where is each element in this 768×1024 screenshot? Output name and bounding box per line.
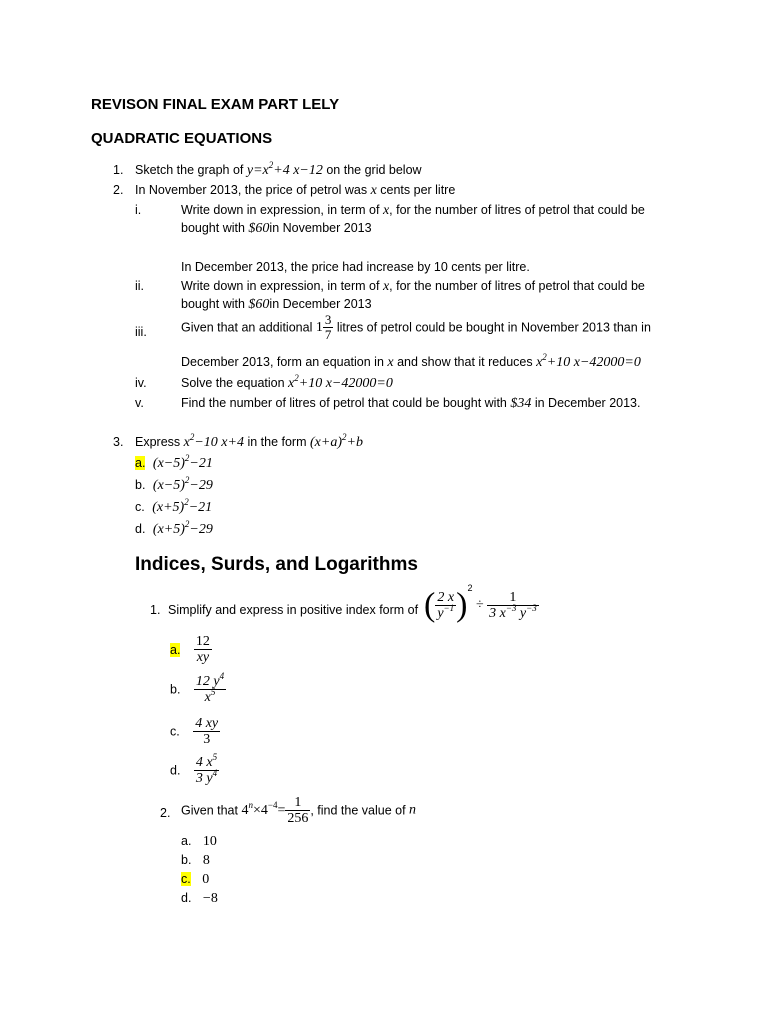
section-heading-quadratic: QUADRATIC EQUATIONS: [91, 130, 273, 147]
q2-mid-text: In December 2013, the price had increase by 10 cents per litre.: [181, 260, 530, 274]
s2-q1-number: 1.: [150, 603, 161, 617]
q2-v-number: v.: [135, 396, 144, 410]
q2-number: 2.: [113, 183, 124, 197]
s2-q2-option-b[interactable]: b. 8: [181, 853, 210, 868]
s2-q2-text: Given that $4^n\times 4^{-4}=$ $\frac{1}{256}$ , find the value of n: [181, 795, 417, 826]
q2-ii-line2: bought with $60in December 2013: [181, 297, 372, 312]
q3-option-b[interactable]: b. $(x-5)^2-29$: [135, 475, 213, 493]
q3-number: 3.: [113, 435, 124, 449]
q2-i-number: i.: [135, 203, 142, 217]
s2-q1-option-b[interactable]: b. $\frac{12 y^4}{x^5}$: [170, 671, 225, 705]
s2-q1-text: Simplify and express in positive index form of: [168, 603, 419, 617]
s2-q2-option-a[interactable]: a. 10: [181, 834, 217, 849]
q2-iii-line2: December 2013, form an equation in x and show that it reduces $x^2+10$ x−42000=0: [181, 352, 641, 370]
document-title: REVISON FINAL EXAM PART LELY: [91, 96, 340, 113]
section-heading-indices: Indices, Surds, and Logarithms: [135, 554, 418, 575]
s2-q2-option-c[interactable]: c. 0: [181, 872, 210, 887]
q2-text: In November 2013, the price of petrol was x cents per litre: [135, 183, 456, 198]
s2-q1-option-c[interactable]: c. $\frac{4 xy}{3}$: [170, 716, 219, 747]
s2-q1-expression: ( $\frac{2 x}{y^{-1}}$ )$^2$ ÷ $\frac{1}{3 x^{-3} y^{-3}}$: [424, 583, 537, 624]
q3-text: Express $x^2-10$ x+4 in the form $(x+a)^2+b$: [135, 432, 363, 450]
q1-text: Sketch the graph of $y=x^2+4$ x−12 on the grid below: [135, 160, 422, 178]
q2-iv-text: Solve the equation $x^2+10$ x−42000=0: [181, 373, 393, 391]
s2-q2-number: 2.: [160, 806, 171, 820]
s2-q2-option-d[interactable]: d. −8: [181, 891, 218, 906]
q2-v-text: Find the number of litres of petrol that could be bought with $34 in December 2013.: [181, 396, 641, 411]
q2-ii-line1: Write down in expression, in term of x, for the number of litres of petrol that could be: [181, 279, 645, 294]
q3-option-c[interactable]: c. $(x+5)^2-21$: [135, 497, 213, 515]
s2-q1-option-a[interactable]: a. $\frac{12}{xy}$: [170, 634, 210, 665]
q1-number: 1.: [113, 163, 124, 177]
q2-ii-number: ii.: [135, 279, 145, 293]
q2-iii-line1: Given that an additional 1 $\frac{3}{7}$ litres of petrol could be bought in November 2013 than in: [181, 312, 651, 342]
q2-i-line1: Write down in expression, in term of x, for the number of litres of petrol that could be: [181, 203, 645, 218]
q3-option-d[interactable]: d. $(x+5)^2-29$: [135, 519, 213, 537]
s2-q1-option-d[interactable]: d. $\frac{4 x^5}{3 y^4}$: [170, 752, 218, 786]
q2-iii-number: iii.: [135, 325, 147, 339]
q3-option-a[interactable]: a. $(x-5)^2-21$: [135, 453, 213, 471]
q2-iv-number: iv.: [135, 376, 147, 390]
q2-i-line2: bought with $60in November 2013: [181, 221, 372, 236]
